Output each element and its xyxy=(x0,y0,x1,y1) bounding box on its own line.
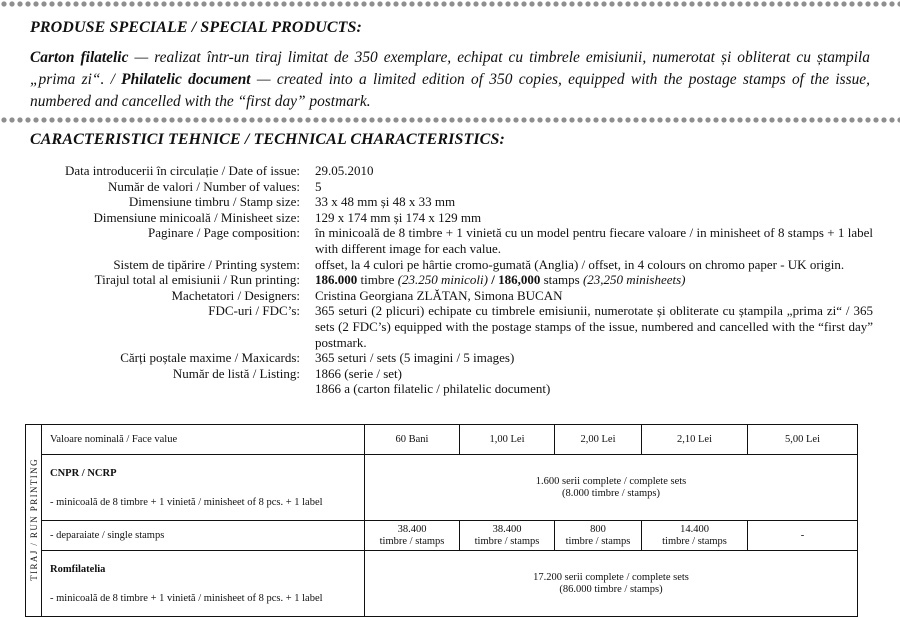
spec-label: Tirajul total al emisiunii / Run printing: xyxy=(94,272,300,288)
spec-row xyxy=(30,163,873,179)
face-value-cell: 5,00 Lei xyxy=(748,425,858,455)
cnpr-minisheet-row xyxy=(26,455,858,521)
face-value-row xyxy=(26,425,858,455)
spec-value: 365 seturi (2 plicuri) echipate cu timbrele emisiunii, numerotate și obliterate cu ștampila „prima zi“ / 365 sets (2 FDC’s) equipped with the postage stamps of the issue, numbered and cancelled with the “first day” postmark. xyxy=(315,303,873,350)
dotted-divider xyxy=(0,116,900,124)
spec-value: 5 xyxy=(315,178,322,194)
single-count-cell: 38.400 timbre / stamps xyxy=(460,521,555,551)
spec-label: Sistem de tipărire / Printing system: xyxy=(113,256,300,272)
face-value-cell: 2,10 Lei xyxy=(642,425,748,455)
spec-row xyxy=(30,194,873,210)
spec-label: Cărți poștale maxime / Maxicards: xyxy=(120,350,300,366)
special-products-text xyxy=(30,47,870,113)
face-value-cell: 60 Bani xyxy=(365,425,460,455)
technical-spec-table xyxy=(30,163,873,397)
technical-heading: CARACTERISTICI TEHNICE / TECHNICAL CHARACTERISTICS: xyxy=(30,131,505,148)
single-count-cell: 14.400 timbre / stamps xyxy=(642,521,748,551)
spec-row xyxy=(30,288,873,304)
spec-value: Cristina Georgiana ZLĂTAN, Simona BUCAN xyxy=(315,287,563,303)
romfilatelia-title: Romfilatelia xyxy=(50,563,106,575)
run-printing-side-label: TIRAJ / RUN PRINTING xyxy=(26,425,42,617)
spec-label: Data introducerii în circulație / Date of issue: xyxy=(65,163,300,178)
spec-value: 365 seturi / sets (5 imagini / 5 images) xyxy=(315,350,515,366)
carton-description: — realizat într-un tiraj limitat de 350 exemplare, echipat cu timbrele emisiunii, numerotat și obliterat cu ștampila „prima zi“. / xyxy=(30,49,870,88)
run-printing-count-en: 186,000 xyxy=(498,272,541,288)
cnpr-minisheet-value: 1.600 serii complete / complete sets (8.000 timbre / stamps) xyxy=(365,455,858,521)
spec-label: Număr de listă / Listing: xyxy=(172,365,300,381)
single-count-cell: 800 timbre / stamps xyxy=(555,521,642,551)
cnpr-title: CNPR / NCRP xyxy=(50,467,117,479)
spec-value: 29.05.2010 xyxy=(315,163,374,178)
face-value-cell: 2,00 Lei xyxy=(555,425,642,455)
spec-label: Dimensiune timbru / Stamp size: xyxy=(128,194,300,210)
spec-label: Dimensiune minicoală / Minisheet size: xyxy=(93,209,300,225)
single-count-cell: 38.400 timbre / stamps xyxy=(365,521,460,551)
romfilatelia-minisheet-row xyxy=(26,551,858,617)
romfilatelia-label-cell xyxy=(42,551,365,617)
spec-row xyxy=(30,210,873,226)
romfilatelia-minisheet-label: - minicoală de 8 timbre + 1 vinietă / minisheet of 8 pcs. + 1 label xyxy=(50,592,323,604)
run-printing-unit-en: stamps xyxy=(540,272,583,288)
special-products-heading: PRODUSE SPECIALE / SPECIAL PRODUCTS: xyxy=(30,19,362,36)
spec-row xyxy=(30,257,873,273)
face-value-label: Valoare nominală / Face value xyxy=(42,425,365,455)
spec-label: Paginare / Page composition: xyxy=(147,225,300,241)
spec-value: în minicoală de 8 timbre + 1 vinietă cu un model pentru fiecare valoare / in minisheet of 8 stamps + 1 label with different image for each value. xyxy=(315,225,873,256)
run-printing-minisheets-ro: (23.250 minicoli) xyxy=(397,272,488,288)
spec-label: Număr de valori / Number of values: xyxy=(107,178,300,194)
dotted-divider xyxy=(0,0,900,8)
spec-row xyxy=(30,366,873,397)
carton-title: Carton filatelic xyxy=(30,49,129,66)
single-count-cell: - xyxy=(748,521,858,551)
listing-line-2: 1866 a (carton filatelic / philatelic document) xyxy=(315,381,551,397)
run-printing-separator: / xyxy=(487,272,499,288)
spec-row xyxy=(30,303,873,350)
spec-row xyxy=(30,350,873,366)
run-printing-minisheets-en: (23,250 minisheets) xyxy=(582,272,686,288)
cnpr-label-cell xyxy=(42,455,365,521)
spec-row xyxy=(30,225,873,256)
cnpr-minisheet-label: - minicoală de 8 timbre + 1 vinietă / minisheet of 8 pcs. + 1 label xyxy=(50,496,323,508)
spec-label: FDC-uri / FDC’s: xyxy=(208,303,300,319)
philatelic-description: — created into a limited edition of 350 copies, equipped with the postage stamps of the issue, numbered and cancelled with the “first day” postmark. xyxy=(30,71,870,110)
spec-label: Machetatori / Designers: xyxy=(171,287,300,303)
spec-value: offset, la 4 culori pe hârtie cromo-gumată (Anglia) / offset, in 4 colours on chromo paper - UK origin. xyxy=(315,256,845,272)
spec-row xyxy=(30,179,873,195)
run-printing-count-ro: 186.000 xyxy=(315,272,358,288)
spec-row xyxy=(30,272,873,288)
philatelic-title: Philatelic document xyxy=(121,71,251,88)
run-printing-table xyxy=(25,424,858,617)
cnpr-single-label: - deparaiate / single stamps xyxy=(42,521,365,551)
run-printing-unit-ro: timbre xyxy=(357,272,398,288)
cnpr-single-row xyxy=(26,521,858,551)
listing-value xyxy=(315,366,873,397)
listing-line-1: 1866 (serie / set) xyxy=(315,365,403,381)
spec-value: 129 x 174 mm și 174 x 129 mm xyxy=(315,209,482,225)
face-value-cell: 1,00 Lei xyxy=(460,425,555,455)
romfilatelia-minisheet-value: 17.200 serii complete / complete sets (86.000 timbre / stamps) xyxy=(365,551,858,617)
run-printing-value xyxy=(315,272,873,288)
spec-value: 33 x 48 mm și 48 x 33 mm xyxy=(315,194,456,210)
